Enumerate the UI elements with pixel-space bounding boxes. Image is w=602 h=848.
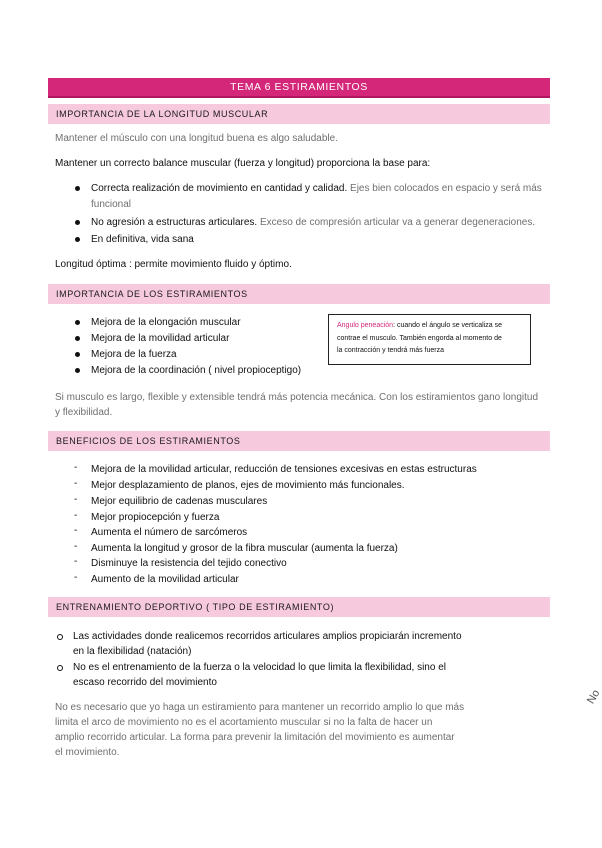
bullet-2-detail: Exceso de compresión articular va a generar degeneraciones. bbox=[259, 217, 536, 228]
estiramiento-item: Mejora de la coordinación ( nivel propioceptigo) bbox=[91, 365, 302, 376]
entrenamiento-para-line-2: limita el arco de movimiento no es el acortamiento muscular si no la falta de hacer un bbox=[55, 717, 433, 728]
section-heading-longitud: IMPORTANCIA DE LA LONGITUD MUSCULAR bbox=[48, 104, 550, 124]
bullet-2-main: No agresión a estructuras articulares. bbox=[91, 217, 258, 228]
section-heading-entrenamiento: ENTRENAMIENTO DEPORTIVO ( TIPO DE ESTIRAMIENTO) bbox=[48, 597, 550, 617]
dash-icon: - bbox=[74, 525, 78, 536]
note-box-angulo bbox=[328, 314, 531, 365]
estiramiento-item: Mejora de la fuerza bbox=[91, 349, 177, 360]
note-line-2: contrae el musculo. También engorda al momento de bbox=[337, 334, 502, 342]
dash-icon: - bbox=[74, 541, 78, 552]
dash-icon: - bbox=[74, 572, 78, 583]
bullet-icon bbox=[75, 320, 80, 325]
bullet-1-detail-cont: funcional bbox=[91, 199, 132, 210]
entrenamiento-para-line-4: el movimiento. bbox=[55, 747, 120, 758]
longitud-optima: Longitud óptima : permite movimiento fluido y óptimo. bbox=[55, 259, 292, 270]
section-heading-estiramientos: IMPORTANCIA DE LOS ESTIRAMIENTOS bbox=[48, 284, 550, 304]
estiramiento-item: Mejora de la movilidad articular bbox=[91, 333, 230, 344]
estiramientos-para-2: y flexibilidad. bbox=[55, 407, 113, 418]
section-heading-beneficios: BENEFICIOS DE LOS ESTIRAMIENTOS bbox=[48, 431, 550, 451]
dash-icon: - bbox=[74, 462, 78, 473]
estiramientos-para-1: Si musculo es largo, flexible y extensible tendrá más potencia mecánica. Con los estiramientos gano longitud bbox=[55, 392, 539, 403]
beneficio-item: Mejora de la movilidad articular, reducción de tensiones excesivas en estas estructuras bbox=[91, 464, 477, 475]
bullet-1-main: Correcta realización de movimiento en cantidad y calidad. bbox=[91, 183, 348, 194]
dash-icon: - bbox=[74, 494, 78, 505]
entrenamiento-item-1-line-2: en la flexibilidad (natación) bbox=[73, 646, 192, 657]
entrenamiento-item-2-line-1: No es el entrenamiento de la fuerza o la velocidad lo que limita la flexibilidad, sino el bbox=[73, 662, 446, 673]
bullet-icon bbox=[75, 368, 80, 373]
dash-icon: - bbox=[74, 510, 78, 521]
bullet-icon bbox=[75, 352, 80, 357]
document-title: TEMA 6 ESTIRAMIENTOS bbox=[48, 78, 550, 98]
bullet-icon bbox=[75, 186, 80, 191]
longitud-bullet-1 bbox=[91, 181, 551, 197]
entrenamiento-item-2-line-2: escaso recorrido del movimiento bbox=[73, 677, 217, 688]
bullet-icon bbox=[75, 336, 80, 341]
beneficio-item: Mejor desplazamiento de planos, ejes de movimiento más funcionales. bbox=[91, 480, 405, 491]
longitud-balance: Mantener un correcto balance muscular (fuerza y longitud) proporciona la base para: bbox=[55, 158, 431, 169]
estiramiento-item: Mejora de la elongación muscular bbox=[91, 317, 241, 328]
note-line-3: la contracción y tendrá más fuerza bbox=[337, 347, 444, 354]
longitud-intro: Mantener el músculo con una longitud buena es algo saludable. bbox=[55, 133, 338, 144]
beneficio-item: Mejor equilibrio de cadenas musculares bbox=[91, 496, 268, 507]
entrenamiento-item-1-line-1: Las actividades donde realicemos recorridos articulares amplios propiciarán incremento bbox=[73, 631, 462, 642]
side-tag: No bbox=[585, 687, 602, 706]
note-text-1: : cuando el ángulo se verticaliza se bbox=[393, 322, 503, 329]
bullet-icon bbox=[75, 237, 80, 242]
beneficio-item: Disminuye la resistencia del tejido conectivo bbox=[91, 558, 287, 569]
beneficio-item: Aumento de la movilidad articular bbox=[91, 574, 239, 585]
circle-bullet-icon bbox=[57, 665, 63, 671]
longitud-bullet-2 bbox=[91, 215, 551, 231]
circle-bullet-icon bbox=[57, 634, 63, 640]
bullet-icon bbox=[75, 220, 80, 225]
beneficio-item: Aumenta el número de sarcómeros bbox=[91, 527, 248, 538]
beneficio-item: Mejor propiocepción y fuerza bbox=[91, 512, 220, 523]
dash-icon: - bbox=[74, 478, 78, 489]
note-label: Angulo peneación bbox=[337, 322, 394, 329]
beneficio-item: Aumenta la longitud y grosor de la fibra muscular (aumenta la fuerza) bbox=[91, 543, 398, 554]
note-line-1 bbox=[337, 320, 522, 333]
bullet-1-detail: Ejes bien colocados en espacio y será más bbox=[350, 183, 542, 194]
entrenamiento-para-line-3: amplio recorrido articular. La forma para prevenir la limitación del movimiento es aumentar bbox=[55, 732, 455, 743]
longitud-bullet-3: En definitiva, vida sana bbox=[91, 234, 194, 245]
entrenamiento-para-line-1: No es necesario que yo haga un estiramiento para mantener un recorrido amplio lo que más bbox=[55, 702, 465, 713]
dash-icon: - bbox=[74, 556, 78, 567]
